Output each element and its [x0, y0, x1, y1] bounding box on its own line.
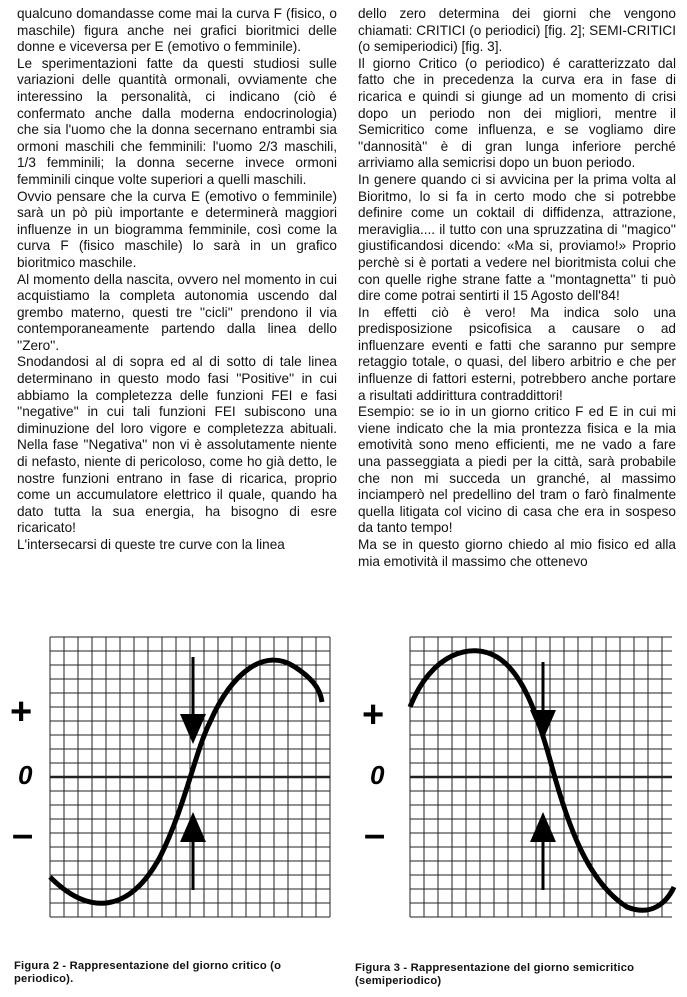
paragraph: Snodandosi al di sopra ed al di sotto di tale linea determinano in questo modo fasi ''Positive'' in cui abbiamo la completezza delle funzioni FEI e fasi ''negative'' in cui tali funzioni FEI subiscono una diminuzione del loro vigore e completezza abituali. Nella fase ''Negativa'' non vi è assolutamente niente di nefasto, niente di pericoloso, come ho già detto, le nostre funzioni entrano in fase di ricarica, proprio come un accumulatore elettrico il quale, quando ha dato tutta la sua energia, ha bisogno di esre ricaricato!	[17, 354, 337, 536]
zero-label: 0	[370, 760, 385, 790]
zero-label: 0	[18, 760, 33, 790]
paragraph: Esempio: se io in un giorno critico F ed E in cui mi viene indicato che la mia prontezza fisica e la mia emotività sono meno efficienti, me ne vado a fare una passeggiata a piedi per la città, sarà probabile che non mi succeda un granché, al massimo inciamperò nel predellino del tram o farò finalmente quella litigata col vicino di casa che era in sospeso da tanto tempo!	[358, 404, 676, 536]
plus-sign: +	[362, 694, 385, 736]
paragraph: dello zero determina dei giorni che vengono chiamati: CRITICI (o periodici) [fig. 2]; SEMI-CRITICI (o semiperiodici) [fig. 3].	[358, 6, 676, 55]
text-column-left	[17, 6, 337, 554]
paragraph: In effetti ciò è vero! Ma indica solo una predisposizione psicofisica a causare o ad influenzare eventi e fatti che saranno pur sempre retaggio totale, o quasi, del libero arbitrio e che per influenze di fattori esterni, potrebbero anche portare a risultati addirittura contraddittori!	[358, 304, 676, 403]
down-arrow-icon	[180, 657, 206, 744]
figure-2-caption: Figura 2 - Rappresentazione del giorno critico (o periodico).	[14, 960, 282, 985]
up-arrow-icon	[180, 812, 206, 890]
paragraph: In genere quando ci si avvicina per la prima volta al Bioritmo, lo si fa in certo modo che si potrebbe definire come un coktail di diffidenza, attrazione, meraviglia.... il tutto con una spruzzatina di ''magico'' giustificandosi dicendo: «Ma si, proviamo!» Proprio perchè si è portati a vedere nel bioritmista colui che con quelle righe strane fatte a ''montagnetta'' ti può dire come potrai sentirti il 15 Agosto dell'84!	[358, 171, 676, 304]
figure-3-caption: Figura 3 - Rappresentazione del giorno semicritico (semiperiodico)	[355, 962, 635, 987]
paragraph: Ma se in questo giorno chiedo al mio fisico ed alla mia emotività il massimo che ottenevo	[358, 537, 676, 569]
sine-curve	[50, 660, 322, 903]
plus-sign: +	[10, 691, 33, 733]
down-arrow-icon	[530, 662, 556, 740]
up-arrow-icon	[530, 812, 556, 890]
paragraph: L'intersecarsi di queste tre curve con la linea	[17, 537, 285, 552]
paragraph: Il giorno Critico (o periodico) é caratterizzato dal fatto che in precedenza la curva era in fase di ricarica e quindi si giunge ad un momento di crisi dopo un periodo non dei migliori, mentre il Semicritico come influenza, e se vogliamo dire ''dannosità'' è di gran lunga inferiore perché arriviamo alla semicrisi dopo un buon periodo.	[358, 55, 676, 171]
paragraph: qualcuno domandasse come mai la curva F (fisico, o maschile) figura anche nei grafici bioritmici delle donne e viceversa per E (emotivo o femminile).	[17, 6, 337, 55]
paragraph: Al momento della nascita, ovvero nel momento in cui acquistiamo la completa autonomia uscendo dal grembo materno, questi tre ''cicli'' prendono il via contemporaneamente partendo dalla linea dello ''Zero''.	[17, 271, 337, 353]
graph-grid	[410, 637, 672, 917]
text-column-right	[358, 6, 676, 570]
minus-sign: –	[364, 814, 386, 856]
figure-2-critical-day	[10, 632, 340, 922]
minus-sign: –	[12, 814, 34, 856]
figure-3-semicritical-day	[362, 632, 682, 922]
paragraph: Ovvio pensare che la curva E (emotivo o femminile) sarà un pò più importante e determinerà maggiori influenze in un biogramma femminile, così come la curva F (fisico maschile) lo sarà in un grafico bioritmico maschile.	[17, 188, 337, 270]
paragraph: Le sperimentazioni fatte da questi studiosi sulle variazioni delle quantità ormonali, ovviamente che interessino la personalità, ci indicano (ciò é confermato anche dalla moderna endocrinologia) che sia l'uomo che la donna secernano entrambi sia ormoni maschili che femminili: l'uomo 2/3 maschili, 1/3 femminili; la donna secerne invece ormoni femminili cinque volte superiori a quelli maschili.	[17, 55, 337, 187]
